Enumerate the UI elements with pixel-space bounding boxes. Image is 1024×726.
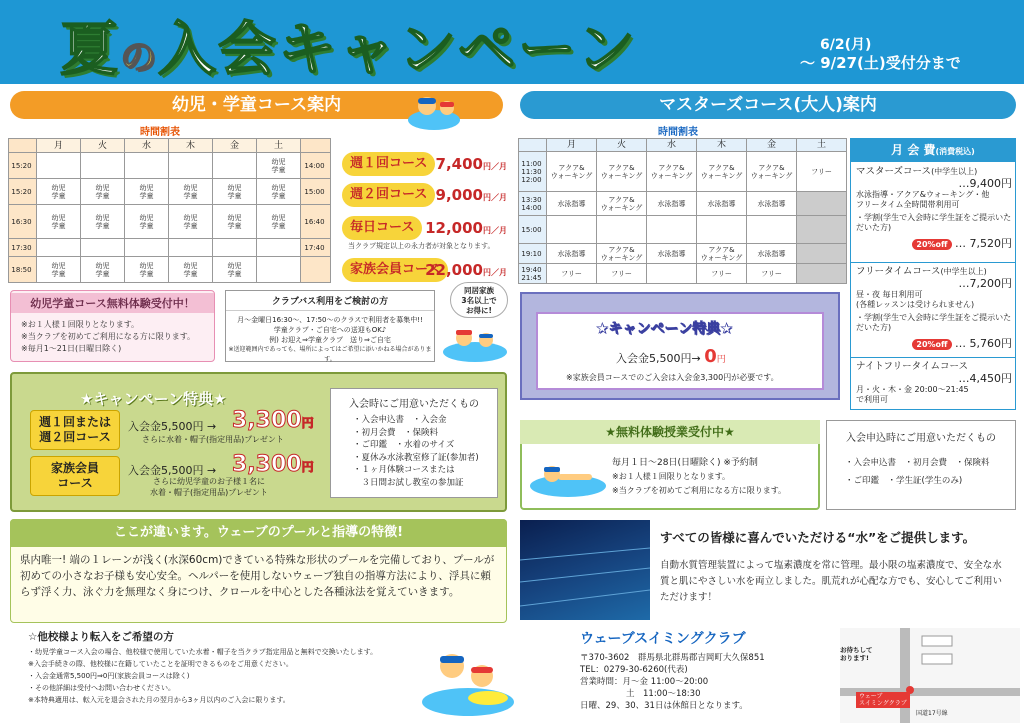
period-end: ～ 9/27(土)受付分まで xyxy=(800,54,961,72)
timetable-cell xyxy=(37,239,81,257)
bus-title: クラブバス利用をご検討の方 xyxy=(226,291,434,311)
club-name: ウェーブスイミングクラブ xyxy=(580,631,746,647)
transfer-title: ☆他校様より転入をご希望の方 xyxy=(28,631,174,643)
family-bubble: 同居家族 3名以上で お得に! xyxy=(450,282,508,318)
masters-campaign-note: ※家族会員コースでのご入会は入会金3,300円が必要です。 xyxy=(566,373,779,382)
timetable-cell: 17:40 xyxy=(301,239,331,257)
price-weekly2: 週２回コース 9,000円／月 xyxy=(342,183,507,207)
masters-class-slot-free: フリー xyxy=(797,152,847,192)
map-club-label: ウェーブ スイミングクラブ xyxy=(856,692,910,708)
kids-required-items xyxy=(330,388,498,498)
off-badge-masters: 20%off xyxy=(912,239,951,250)
timetable-cell: 17:30 xyxy=(9,239,37,257)
timetable-cell xyxy=(519,139,547,152)
masters-class-slot-aqua: アクア& ウォーキング xyxy=(547,152,597,192)
pool-photo xyxy=(520,520,650,620)
timetable-cell xyxy=(257,257,301,283)
masters-class-slot-free: フリー xyxy=(597,264,647,284)
masters-class-slot-aqua: アクア& ウォーキング xyxy=(697,152,747,192)
kids-trial-notes: ※お１人様１回限りとなります。 ※当クラブを初めてご利用になる方に限ります。 ※毎月1～21日(日曜日除く) xyxy=(21,320,196,353)
transfer-notes: ・幼児学童コース入会の場合、他校様で使用していた水着・帽子を当クラブ指定用品と無料で交換いたします。 ※入会手続きの際、他校様に在籍していたことを証明できるものをご用意ください。 ・入会金通常5,500円⇒0円(家族会員コースは除く) ・その他詳細は受付へお問い合わせください。 ※本特典適用は、転入元を退会された月の翌月から3ヶ月以内のご入会に限ります。 xyxy=(28,648,378,704)
timetable-cell xyxy=(213,239,257,257)
swimmer-crawl-icon xyxy=(528,450,608,500)
timetable-cell: 火 xyxy=(81,139,125,153)
kids-class-slot: 幼児 学童 xyxy=(169,205,213,239)
masters-class-slot-aqua: アクア& ウォーキング xyxy=(597,244,647,264)
masters-class-slot-suiei: 水泳指導 xyxy=(747,192,797,216)
timetable-cell xyxy=(169,153,213,179)
masters-class-slot-aqua: アクア& ウォーキング xyxy=(597,192,647,216)
water-quality-box xyxy=(652,528,1016,618)
kids-class-slot: 幼児 学童 xyxy=(37,257,81,283)
masters-class-slot-suiei: 水泳指導 xyxy=(547,244,597,264)
kids-class-slot: 幼児 学童 xyxy=(213,179,257,205)
campaign-title: 夏の入会キャンペーン xyxy=(60,15,637,83)
campaign-row1-text: 入会金5,500円 → xyxy=(128,420,217,433)
timetable-cell xyxy=(597,216,647,244)
timetable-cell: 月 xyxy=(547,139,597,152)
masters-class-slot-free: フリー xyxy=(747,264,797,284)
timetable-cell xyxy=(9,139,37,153)
timetable-cell: 木 xyxy=(697,139,747,152)
timetable-cell: 16:40 xyxy=(301,205,331,239)
timetable-cell: 火 xyxy=(597,139,647,152)
kids-class-slot: 幼児 学童 xyxy=(125,257,169,283)
price-note: 当クラブ規定以上の永力者が対象となります。 xyxy=(348,242,495,250)
timetable-cell xyxy=(37,153,81,179)
masters-required-title: 入会申込時にご用意いただくもの xyxy=(846,433,996,444)
masters-class-slot-free: フリー xyxy=(697,264,747,284)
timetable-cell: 金 xyxy=(747,139,797,152)
kids-class-slot: 幼児 学童 xyxy=(37,179,81,205)
masters-course-header: マスターズコース(大人)案内 xyxy=(520,91,1016,119)
fee-night: ナイトフリータイムコース …4,450円 月・火・木・金 20:00～21:45 で利用可 xyxy=(856,361,1012,404)
timetable-cell xyxy=(125,239,169,257)
kids-swim-icon xyxy=(440,318,510,363)
campaign-row2-price: 3,300円 xyxy=(232,452,314,477)
bus-notes: 月～金曜日16:30～、17:50～のクラスで利用者を募集中!! 学童クラブ・ご自宅への送迎もOK♪ 例) お迎え⇒学童クラブ 送り⇒ご自宅 ※送迎範囲内であっても、場所によってはご希望に添いかねる場合があります。 xyxy=(228,316,432,363)
timetable-cell: 16:30 xyxy=(9,205,37,239)
timetable-cell xyxy=(797,192,847,216)
masters-campaign-title: ★キャンペーン特典★ xyxy=(596,321,733,337)
masters-trial-notes: 毎月１日～28日(日曜除く) ※予約制 ※お１人様１回限りとなります。 ※当クラブを初めてご利用になる方に限ります。 xyxy=(612,458,787,495)
timetable-cell xyxy=(81,239,125,257)
kids-class-slot: 幼児 学童 xyxy=(37,205,81,239)
kids-class-slot: 幼児 学童 xyxy=(213,205,257,239)
timetable-cell: 19:10 xyxy=(519,244,547,264)
water-body: 自動水質管理装置によって塩素濃度を常に管理。最小限の塩素濃度で、安全な水質と肌にやさしい水を両立しました。肌荒れが心配な方でも、安心してご利用いただけます！ xyxy=(660,560,1003,603)
masters-class-slot-suiei: 水泳指導 xyxy=(647,244,697,264)
club-info xyxy=(580,628,840,723)
kids-class-slot: 幼児 学童 xyxy=(125,205,169,239)
masters-timetable-label: 時間割表 xyxy=(658,127,698,138)
masters-class-slot-aqua: アクア& ウォーキング xyxy=(597,152,647,192)
kids-class-slot: 幼児 学童 xyxy=(81,205,125,239)
club-bus-box xyxy=(225,290,435,362)
timetable-cell xyxy=(301,257,331,283)
kids-class-slot: 幼児 学童 xyxy=(257,153,301,179)
access-map xyxy=(840,628,1020,723)
timetable-cell xyxy=(257,239,301,257)
timetable-cell: 14:00 xyxy=(301,153,331,179)
kids-float-icon xyxy=(418,632,518,720)
timetable-cell: 木 xyxy=(169,139,213,153)
timetable-cell: 18:50 xyxy=(9,257,37,283)
timetable-cell: 土 xyxy=(257,139,301,153)
kids-timetable xyxy=(8,138,331,283)
campaign-row2-text: 入会金5,500円 → xyxy=(128,464,217,477)
masters-class-slot-aqua: アクア& ウォーキング xyxy=(647,152,697,192)
timetable-cell: 15:00 xyxy=(519,216,547,244)
campaign-row1-label: 週１回または 週２回コース xyxy=(30,410,120,450)
fee-masters: マスターズコース(中学生以上) …9,400円 水泳指導・アクア&ウォーキング・他 フリータイム全時間帯利用可 ・学割(学生で入会時に学生証をご提示いただいた方) 20%off … 7,520円 xyxy=(856,166,1012,250)
timetable-cell: 15:20 xyxy=(9,179,37,205)
swimmer-icon xyxy=(405,86,463,134)
kids-class-slot: 幼児 学童 xyxy=(169,179,213,205)
kids-class-slot: 幼児 学童 xyxy=(125,179,169,205)
masters-class-slot-free: フリー xyxy=(547,264,597,284)
timetable-cell: 11:00 11:30 12:00 xyxy=(519,152,547,192)
campaign-row1-sub: さらに水着・帽子(指定用品)プレゼント xyxy=(142,435,284,444)
timetable-cell: 15:20 xyxy=(9,153,37,179)
map-bubble: お待ちして おります! xyxy=(840,646,873,662)
timetable-cell xyxy=(647,216,697,244)
campaign-row2-label: 家族会員 コース xyxy=(30,456,120,496)
timetable-cell xyxy=(797,244,847,264)
timetable-cell: 月 xyxy=(37,139,81,153)
off-badge-freetime: 20%off xyxy=(912,339,951,350)
masters-trial-title: ★無料体験授業受付中★ xyxy=(520,420,820,444)
kids-free-trial xyxy=(10,290,215,362)
price-family: 家族会員コース 22,000円／月 xyxy=(342,258,507,282)
timetable-cell xyxy=(697,216,747,244)
period-start: 6/2(月) xyxy=(820,37,872,53)
kids-class-slot: 幼児 学童 xyxy=(81,179,125,205)
masters-timetable xyxy=(518,138,847,284)
fee-divider-2 xyxy=(850,357,1016,358)
timetable-cell: 15:00 xyxy=(301,179,331,205)
kids-class-slot: 幼児 学童 xyxy=(81,257,125,283)
timetable-cell: 水 xyxy=(647,139,697,152)
masters-class-slot-aqua: アクア& ウォーキング xyxy=(747,152,797,192)
map-road-label: 国道17号線 xyxy=(916,710,948,717)
timetable-cell xyxy=(547,216,597,244)
club-address: 〒370-3602 群馬県北群馬郡吉岡町大久保851 TEL：0279-30-6260(代表) 営業時間：月～金 11:00～20:00 土 11:00～18:30 日曜、29、30、31日は休館日となります。 xyxy=(580,653,765,711)
kids-campaign-title: ★キャンペーン特典★ xyxy=(80,390,227,408)
kids-class-slot: 幼児 学童 xyxy=(169,257,213,283)
kids-timetable-label: 時間割表 xyxy=(140,127,180,138)
timetable-cell xyxy=(747,216,797,244)
transfer-box xyxy=(10,625,415,723)
campaign-row1-price: 3,300円 xyxy=(232,408,314,433)
kids-trial-title: 幼児学童コース無料体験受付中！ xyxy=(11,293,214,313)
masters-class-slot-aqua: アクア& ウォーキング xyxy=(697,244,747,264)
timetable-cell: 水 xyxy=(125,139,169,153)
kids-class-slot: 幼児 学童 xyxy=(213,257,257,283)
timetable-cell xyxy=(301,139,331,153)
masters-class-slot-suiei: 水泳指導 xyxy=(747,244,797,264)
kids-required-list: ・入会申込書 ・入会金 ・初月会費 ・保険料 ・ご印鑑 ・水着のサイズ ・夏休み水泳教室修了証(参加者) ・１ヶ月体験コースまたは ３日間お試し教室の参加証 xyxy=(353,415,479,488)
timetable-cell xyxy=(213,153,257,179)
timetable-cell xyxy=(647,264,697,284)
price-daily: 毎日コース 12,000円／月 xyxy=(342,216,507,240)
kids-class-slot: 幼児 学童 xyxy=(257,205,301,239)
timetable-cell: 19:40 21:45 xyxy=(519,264,547,284)
timetable-cell: 13:30 14:00 xyxy=(519,192,547,216)
masters-campaign-text: 入会金5,500円→ 0円 xyxy=(616,346,726,367)
masters-class-slot-suiei: 水泳指導 xyxy=(547,192,597,216)
timetable-cell xyxy=(169,239,213,257)
fee-divider-1 xyxy=(850,262,1016,263)
masters-class-slot-suiei: 水泳指導 xyxy=(697,192,747,216)
timetable-cell xyxy=(125,153,169,179)
monthly-fees-title: 月 会 費(消費税込) xyxy=(850,138,1016,162)
kids-course-header: 幼児・学童コース案内 xyxy=(10,91,503,119)
fee-freetime: フリータイムコース(中学生以上) …7,200円 昼・夜 毎日利用可 (各種レッスンは受けられません) ・学割(学生で入会時に学生証をご提示いただいた方) 20%off … 5,760円 xyxy=(856,266,1012,350)
kids-required-title: 入会時にご用意いただくもの xyxy=(349,399,479,410)
kids-class-slot: 幼児 学童 xyxy=(257,179,301,205)
campaign-row2-sub: さらに幼児学童のお子様１名に 水着・帽子(指定用品)プレゼント xyxy=(150,477,268,497)
features-title: ここが違います。ウェーブのプールと指導の特徴! xyxy=(10,519,507,547)
masters-class-slot-suiei: 水泳指導 xyxy=(647,192,697,216)
timetable-cell: 金 xyxy=(213,139,257,153)
timetable-cell xyxy=(797,264,847,284)
timetable-cell xyxy=(797,216,847,244)
masters-required-list: ・入会申込書 ・初月会費 ・保険料 ・ご印鑑 ・学生証(学生のみ) xyxy=(845,458,990,486)
masters-required-items xyxy=(826,420,1016,510)
features-body: 県内唯一! 端の１レーンが浅く(水深60cm)できている特殊な形状のプールを完備しており、プールが初めての小さなお子様も安心安全。ヘルパーを使用しないウェーブ独自の指導方法により、浮具に頼らず浮く力、泳ぐ力を無理なく身につけ、クロールを中心とした各種泳法を覚えていきます。 xyxy=(20,554,495,598)
water-title: すべての皆様に喜んでいただける“水”をご提供します。 xyxy=(660,530,976,545)
price-weekly1: 週１回コース 7,400円／月 xyxy=(342,152,507,176)
timetable-cell: 土 xyxy=(797,139,847,152)
timetable-cell xyxy=(81,153,125,179)
